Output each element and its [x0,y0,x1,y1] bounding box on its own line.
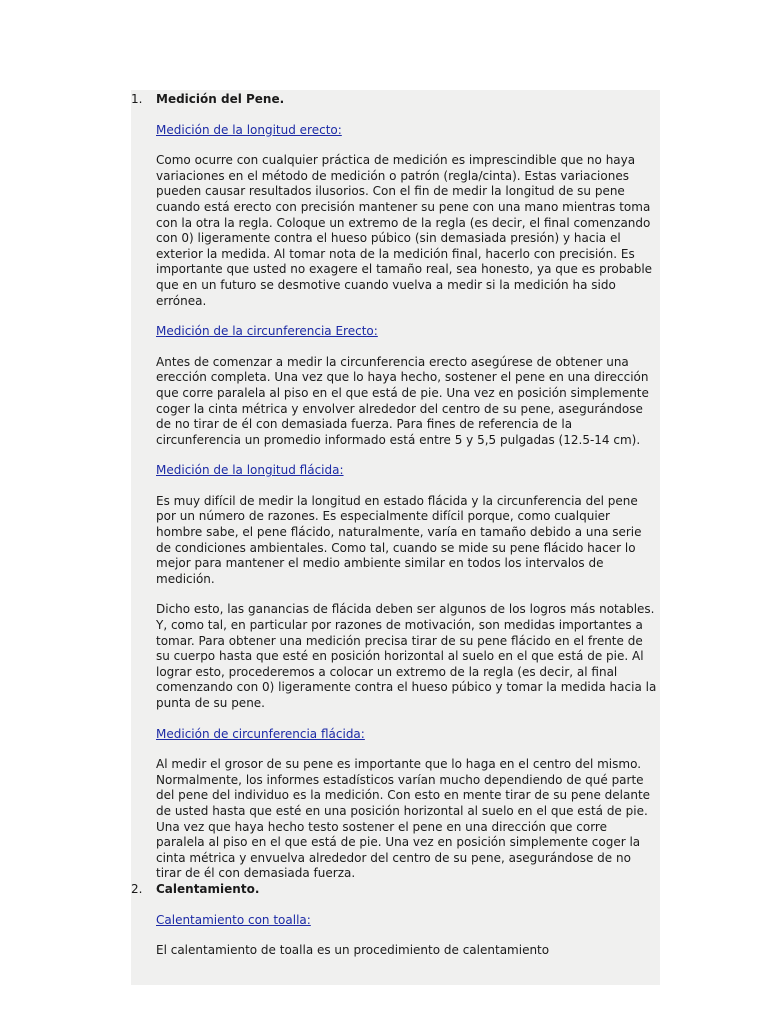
paragraph: Antes de comenzar a medir la circunferencia erecto asegúrese de obtener una erección completa. Una vez que lo haya hecho, sostener el pene en una dirección que corre paralela al piso en el que está de pie. Una vez en posición simplemente coger la cinta métrica y envolver alrededor del centro de su pene, asegurándose de no tirar de él con demasiada fuerza. Para fines de referencia de la circunferencia un promedio informado está entre 5 y 5,5 pulgadas (12.5-14 cm). [156,354,649,447]
section-link-longitud-flacida[interactable]: Medición de la longitud flácida: [156,463,344,478]
section-link-calentamiento-toalla[interactable]: Calentamiento con toalla: [156,912,311,927]
paragraph: El calentamiento de toalla es un procedimiento de calentamiento [156,943,550,958]
item-number: 1. [131,92,143,106]
paragraph: Es muy difícil de medir la longitud en estado flácida y la circunferencia del pene por un número de razones. Es especialmente difícil porque, como cualquier hombre sabe, el pene flácido, naturalmente, varía en tamaño debido a una serie de condiciones ambientales. Como tal, cuando se mide su pene flácido hacer lo mejor para mantener el medio ambiente similar en todos los intervalos de medición. [156,493,642,586]
item-number: 2. [131,881,143,896]
list-item-2 [131,882,659,959]
item-title: Calentamiento. [156,881,260,896]
document-content [131,92,659,959]
item-title: Medición del Pene. [156,92,285,106]
section-link-circunferencia-flacida[interactable]: Medición de circunferencia flácida: [156,726,365,741]
list-item-1 [131,92,659,882]
section-link-circunferencia-erecto[interactable]: Medición de la circunferencia Erecto: [156,324,378,339]
paragraph: Como ocurre con cualquier práctica de medición es imprescindible que no haya variaciones en el método de medición o patrón (regla/cinta). Estas variaciones pueden causar resultados ilusorios. Con el fin de medir la longitud de su pene cuando está erecto con precisión mantener su pene con una mano mientras toma con la otra la regla. Coloque un extremo de la regla (es decir, el final comenzando con 0) ligeramente contra el hueso púbico (sin demasiada presión) y hacia el exterior la medida. Al tomar nota de la medición final, hacerlo con precisión. Es importante que usted no exagere el tamaño real, sea honesto, ya que es probable que en un futuro se desmotive cuando vuelva a medir si la medición ha sido errónea. [156,153,653,308]
section-link-longitud-erecto[interactable]: Medición de la longitud erecto: [156,122,342,137]
paragraph: Al medir el grosor de su pene es importante que lo haga en el centro del mismo. Normalmente, los informes estadísticos varían mucho dependiendo de qué parte del pene del individuo es la medición. Con esto en mente tirar de su pene delante de usted hasta que esté en una posición horizontal al suelo en el que está de pie. Una vez que haya hecho testo sostener el pene en una dirección que corre paralela al piso en el que está de pie. Una vez en posición simplemente coger la cinta métrica y envuelva alrededor del centro de su pene, asegurándose de no tirar de él con demasiada fuerza. [156,757,651,881]
paragraph: Dicho esto, las ganancias de flácida deben ser algunos de los logros más notables. Y, como tal, en particular por razones de motivación, son medidas importantes a tomar. Para obtener una medición precisa tirar de su pene flácido en el frente de su cuerpo hasta que esté en posición horizontal al suelo en el que está de pie. Al lograr esto, procederemos a colocar un extremo de la regla (es decir, al final comenzando con 0) ligeramente contra el hueso púbico y tomar la medida hacia la punta de su pene. [156,602,657,710]
